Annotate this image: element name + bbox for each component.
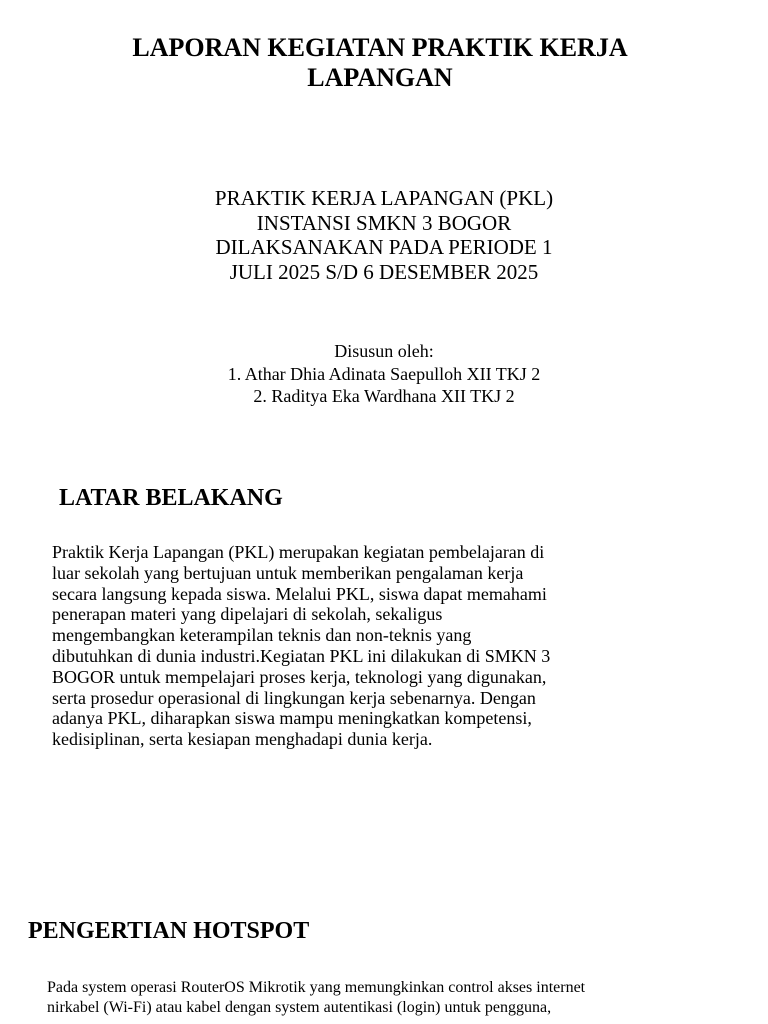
section-paragraph-latar-belakang [52,542,612,750]
paragraph-line: dibutuhkan di dunia industri.Kegiatan PKL ini dilakukan di SMKN 3 [52,645,551,666]
subtitle-line: INSTANSI SMKN 3 BOGOR [256,210,512,235]
subtitle-line: PRAKTIK KERJA LAPANGAN (PKL) [214,186,554,210]
paragraph-line: serta prosedur operasional di lingkungan kerja sebenarnya. Dengan [52,687,536,708]
paragraph-line: nirkabel (Wi-Fi) atau kabel dengan system autentikasi (login) untuk pengguna, [47,999,552,1016]
subtitle-line: JULI 2025 S/D 6 DESEMBER 2025 [229,259,539,284]
report-subtitle [120,186,648,284]
authors-label: Disusun oleh: [334,341,434,361]
paragraph-line: kedisiplinan, serta kesiapan menghadapi dunia kerja. [52,729,433,750]
paragraph-line: mengembangkan keterampilan teknis dan non-teknis yang [52,625,472,646]
section-heading-latar-belakang: LATAR BELAKANG [59,485,283,511]
paragraph-line: penerapan materi yang dipelajari di sekolah, sekaligus [52,604,443,625]
authors-block [120,340,648,408]
report-title: LAPORAN KEGIATAN PRAKTIK KERJA LAPANGAN [132,33,628,92]
paragraph-line: luar sekolah yang bertujuan untuk memberikan pengalaman kerja [52,562,524,583]
paragraph-line: Pada system operasi RouterOS Mikrotik yang memungkinkan control akses internet [47,979,586,996]
section-heading-pengertian-hotspot: PENGERTIAN HOTSPOT [28,918,310,944]
paragraph-line: Praktik Kerja Lapangan (PKL) merupakan kegiatan pembelajaran di [52,542,545,562]
paragraph-line: adanya PKL, diharapkan siswa mampu meningkatkan kompetensi, [52,708,532,729]
author-item: 2. Raditya Eka Wardhana XII TKJ 2 [253,386,515,406]
paragraph-line: BOGOR untuk mempelajari proses kerja, teknologi yang digunakan, [52,666,547,687]
author-item: 1. Athar Dhia Adinata Saepulloh XII TKJ 2 [227,363,541,384]
subtitle-line: DILAKSANAKAN PADA PERIODE 1 [215,235,553,259]
paragraph-line: secara langsung kepada siswa. Melalui PKL, siswa dapat memahami [52,583,547,604]
section-paragraph-pengertian-hotspot [47,978,687,1018]
